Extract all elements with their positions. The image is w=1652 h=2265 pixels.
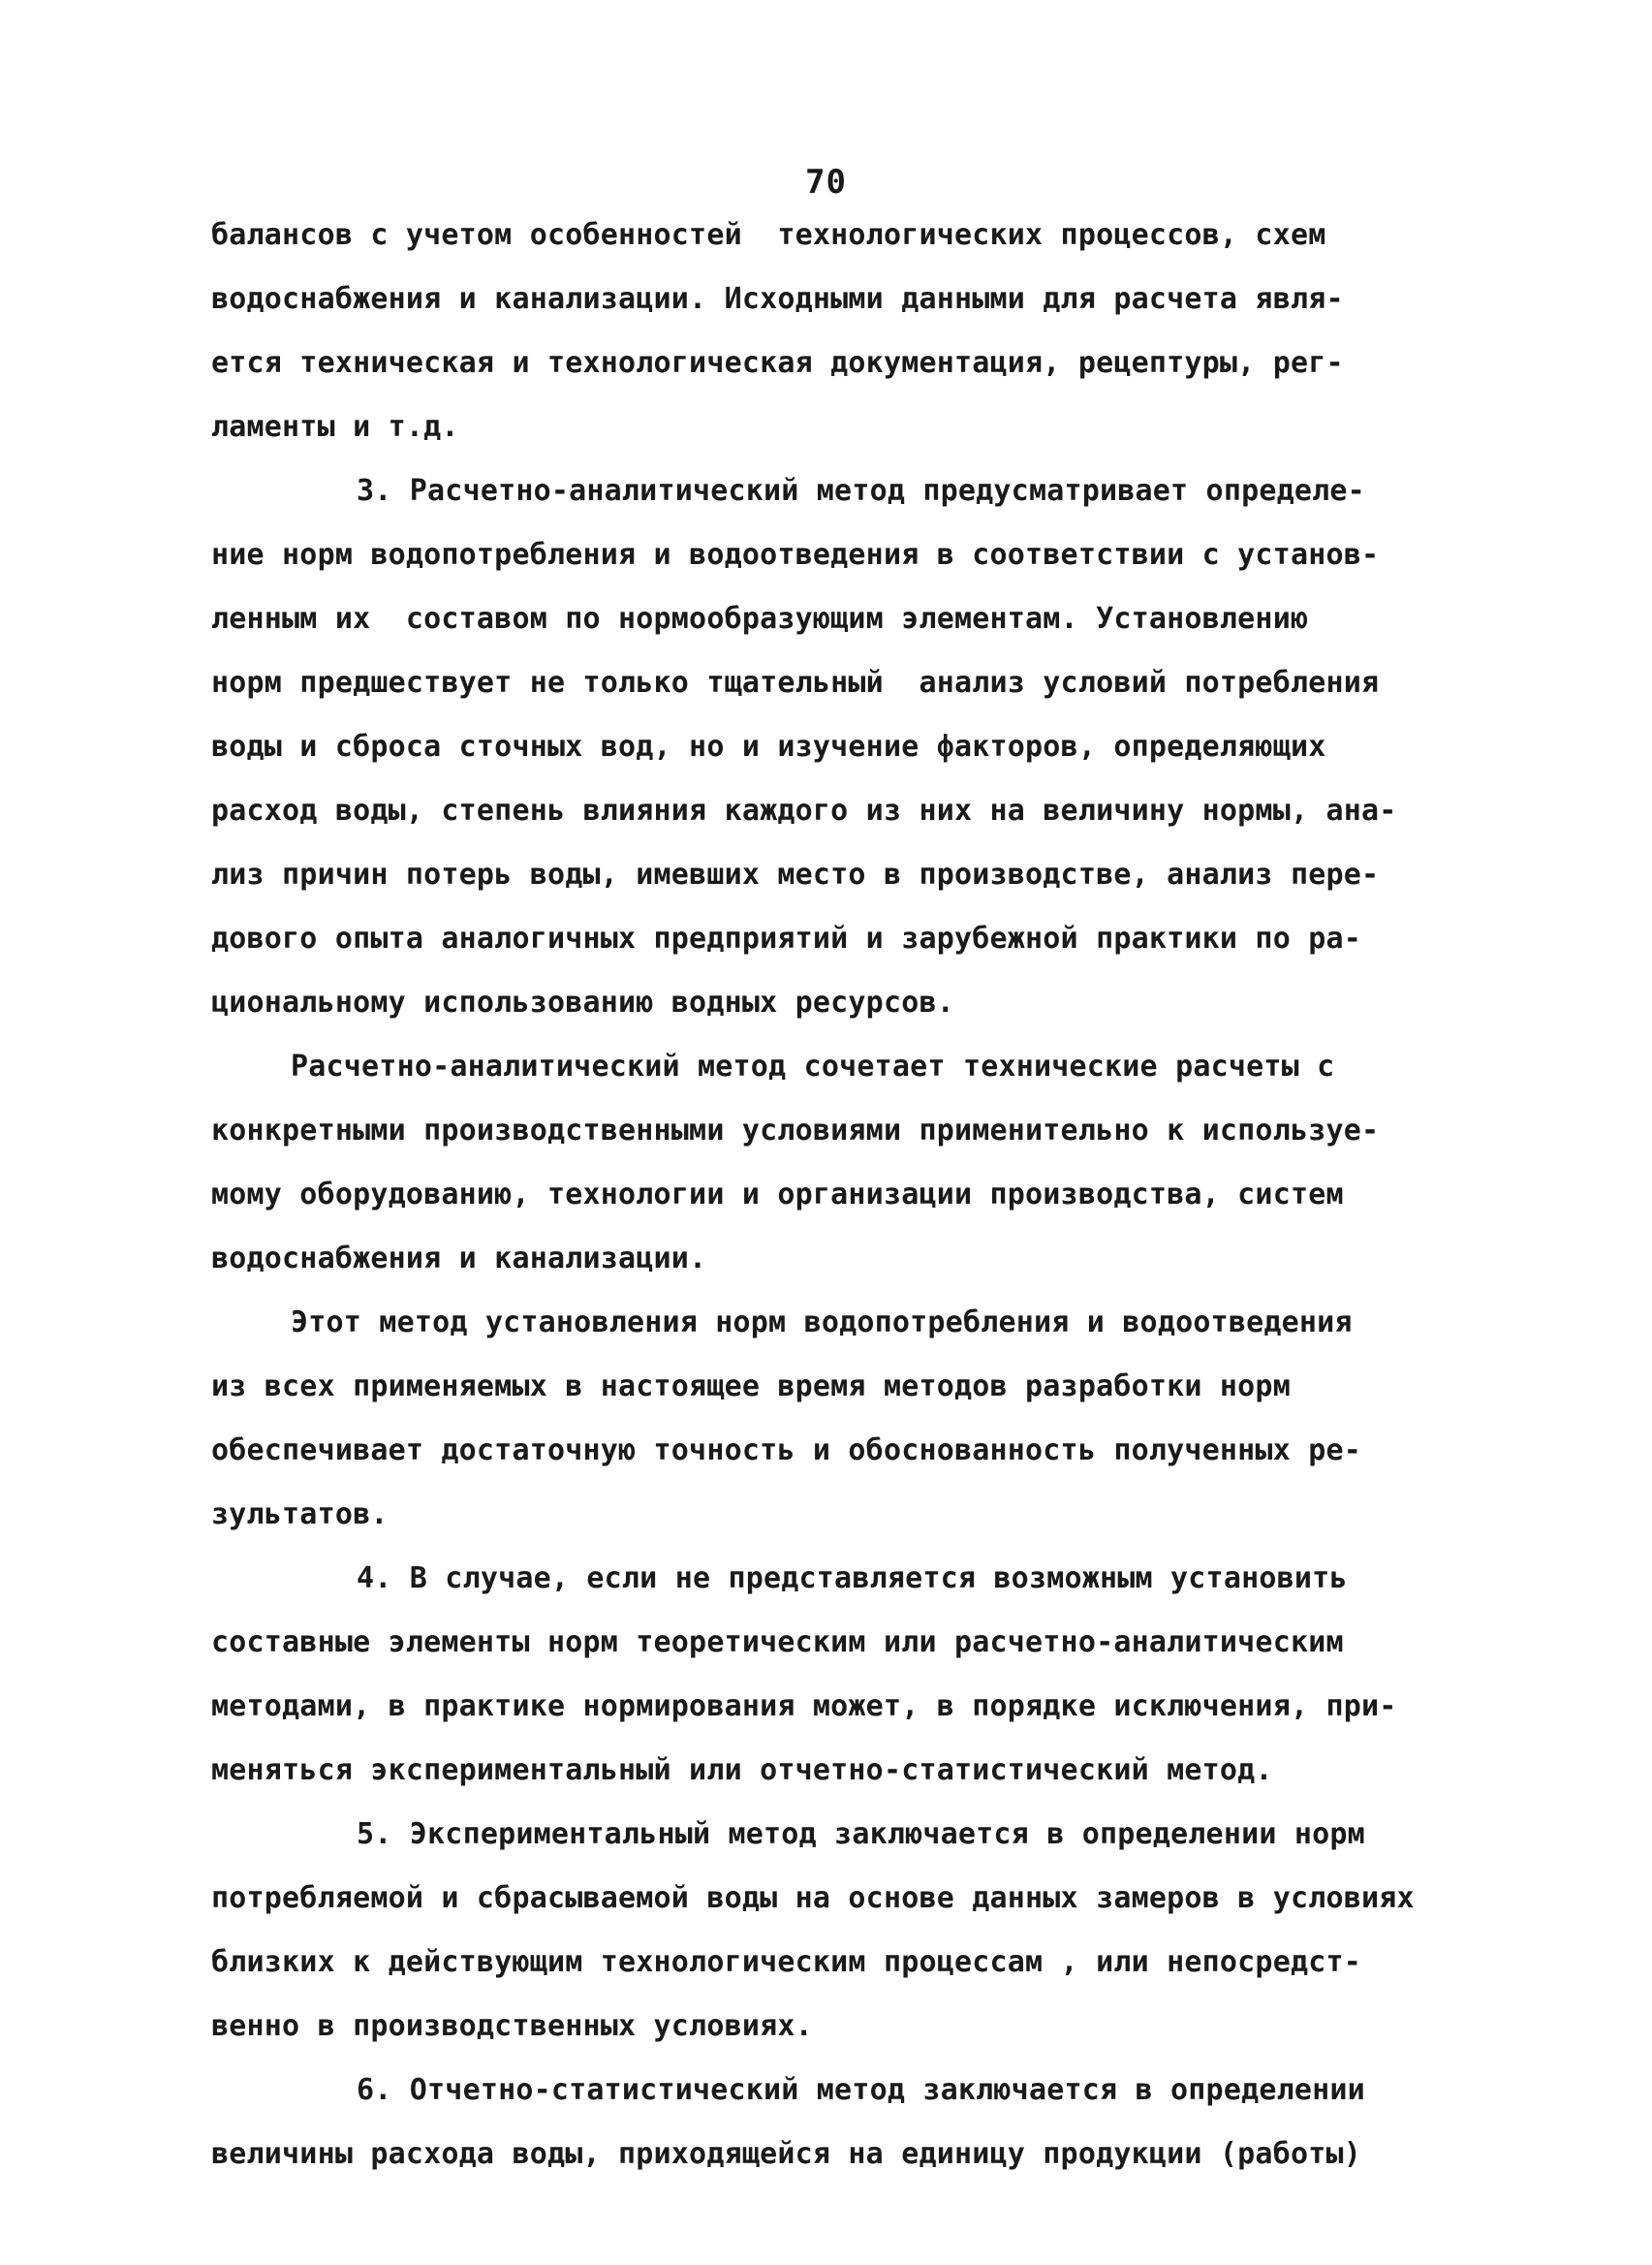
text-line: лиз причин потерь воды, имевших место в производстве, анализ пере-: [211, 858, 1380, 892]
text-line: ние норм водопотребления и водоотведения в соответствии с установ-: [211, 538, 1380, 572]
text-line: зультатов.: [211, 1497, 389, 1531]
text-line: водоснабжения и канализации.: [211, 1242, 707, 1275]
text-line: обеспечивает достаточную точность и обоснованность полученных ре-: [211, 1433, 1361, 1467]
text-line: потребляемой и сбрасываемой воды на основе данных замеров в условиях: [211, 1881, 1415, 1915]
paragraph-4-start: 4. В случае, если не представляется возможным установить: [357, 1561, 1348, 1595]
text-line: близких к действующим технологическим процессам , или непосредст-: [211, 1945, 1361, 1979]
text-line: ленным их составом по нормообразующим элементам. Установлению: [211, 602, 1309, 636]
text-line: циональному использованию водных ресурсов.: [211, 986, 954, 1020]
text-line: воды и сброса сточных вод, но и изучение факторов, определяющих: [211, 730, 1326, 764]
text-line: водоснабжения и канализации. Исходными данными для расчета явля-: [211, 282, 1344, 316]
text-line: из всех применяемых в настоящее время методов разработки норм: [211, 1369, 1291, 1403]
paragraph-start: Расчетно-аналитический метод сочетает технические расчеты с: [291, 1050, 1335, 1084]
text-line: ламенты и т.д.: [211, 410, 459, 444]
paragraph-5-start: 5. Экспериментальный метод заключается в определении норм: [357, 1817, 1365, 1851]
text-line: балансов с учетом особенностей технологических процессов, схем: [211, 218, 1326, 252]
text-line: конкретными производственными условиями применительно к используе-: [211, 1114, 1380, 1148]
text-line: венно в производственных условиях.: [211, 2009, 813, 2043]
body-text: [211, 204, 1461, 2186]
text-line: методами, в практике нормирования может, в порядке исключения, при-: [211, 1689, 1397, 1723]
text-line: расход воды, степень влияния каждого из них на величину нормы, ана-: [211, 794, 1397, 828]
text-line: составные элементы норм теоретическим или расчетно-аналитическим: [211, 1625, 1344, 1659]
text-line: величины расхода воды, приходящейся на единицу продукции (работы): [211, 2137, 1361, 2171]
text-line: норм предшествует не только тщательный анализ условий потребления: [211, 666, 1380, 700]
text-line: меняться экспериментальный или отчетно-статистический метод.: [211, 1753, 1273, 1787]
paragraph-6-start: 6. Отчетно-статистический метод заключается в определении: [357, 2073, 1365, 2107]
page-number: 70: [805, 163, 847, 202]
paragraph-start: Этот метод установления норм водопотребления и водоотведения: [291, 1306, 1353, 1339]
text-line: дового опыта аналогичных предприятий и зарубежной практики по ра-: [211, 922, 1361, 956]
text-line: мому оборудованию, технологии и организации производства, систем: [211, 1178, 1344, 1211]
paragraph-3-start: 3. Расчетно-аналитический метод предусматривает определе-: [357, 474, 1365, 508]
text-line: ется техническая и технологическая документация, рецептуры, рег-: [211, 346, 1344, 380]
